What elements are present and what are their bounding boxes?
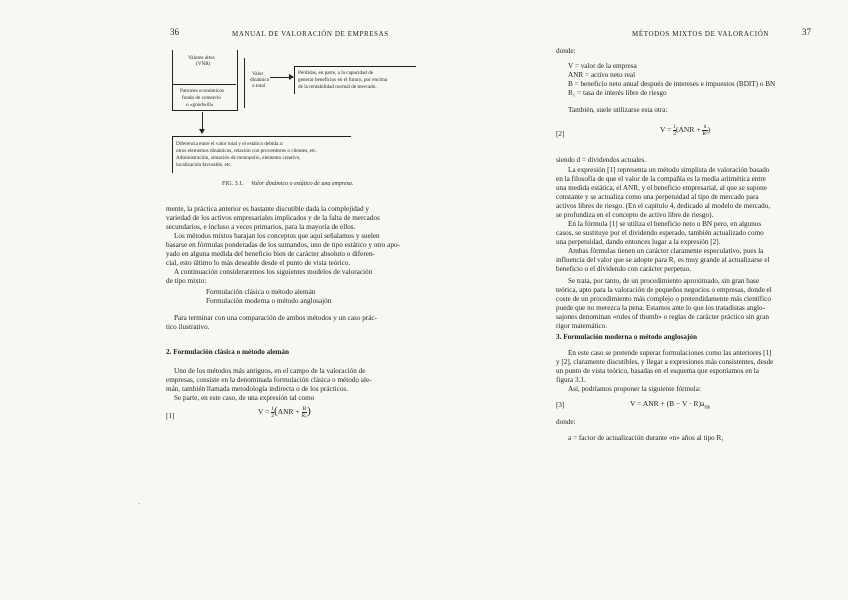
section-3-line4: figura 3.1. [556,376,586,384]
equation-2-lhs: V = [660,125,674,135]
diagram-brace [244,58,245,108]
equation-1-lhs: V = [258,407,272,416]
equation-2-fraction: $\frac{d}{\text{R²}}$ [702,124,708,137]
section-3-heading: 3. Formulación moderna o método anglosajón [556,333,697,341]
left-para1-line1: mente, la práctica anterior es bastante discutible dada la complejidad y [166,205,369,213]
diagram-arrow-down-icon [199,129,205,134]
left-para3-line1: A continuación consideraremos los siguientes modelos de valoración [174,268,373,276]
equation-1-paren-open: ( [274,405,278,417]
diagram-right-top [294,66,416,67]
diagram-right-line-2: generar beneficios en el futuro, por encima [298,77,388,83]
right-para3-line3: beneficio o el dividendo con carácter perpetuo. [556,265,692,273]
diagram-goodwill-line-1: Patrones económicos [180,88,224,94]
section-3-line1: En este caso se pretende superar formulaciones como las anteriores [1] [568,349,772,357]
left-para2-line1: Los métodos mixtos barajan los conceptos que aquí señalamos y suelen [174,232,380,240]
equation-1-paren-close: ) [307,405,311,417]
diagram-bottom-line-4: localización favorable, etc. [176,162,232,168]
right-para1-line3: una medida estática, el ANR, y el beneficio empresarial, al que se supone [556,184,767,192]
equation-1-body: ANR + [277,407,302,416]
right-para3-line1: Ambas fórmulas tienen un carácter claramente especulativo, pues la [568,247,764,255]
diagram-dynamic-line-2: dinámico [250,77,270,83]
left-closing-line2: tico ilustrativo. [166,323,210,331]
right-para1-line4: constante y se actualiza como una perpetuidad al tipo de mercado para [556,193,759,201]
equation-2-body: (ANR + [676,125,703,135]
diagram-divider [172,84,236,85]
figure-caption-text: Valor dinámico o estático de una empresa. [251,181,354,187]
method-list-item: Formulación moderna o método anglosajón [206,297,332,305]
equation-3 [630,399,710,411]
diagram-right-bracket [294,66,295,94]
equation-2-close: ) [707,125,711,135]
right-para1-line6: se profundiza en el concepto de activo libre de riesgo). [556,211,714,219]
diagram-down-line [202,112,203,130]
diagram-right-line-1: Pérdidas, en parte, a la capacidad de [298,70,374,76]
diagram-goodwill-line-3: o «goodwill» [186,102,214,108]
left-para2-line3: yado en alguna medida del beneficio bien de carácter absoluto o diferen- [166,250,375,258]
right-page [424,0,848,600]
equation-1-label: [1] [166,412,175,420]
right-para3-line2: influencia del valor que se adopte para R₁ es muy grande al actualizarse el [556,256,770,264]
right-para4-line3: coste de un procedimiento más complejo o pretendidamente más científico [556,295,771,303]
diagram-right-line-3: de la rentabilidad normal de mercado. [298,84,377,90]
tambien-text: También, suele utilizarse esta otra: [568,106,668,114]
section-3-line5: Así, podríamos proponer la siguiente fórmula: [568,385,701,393]
left-para3-line2: de tipo mixto: [166,277,207,285]
left-closing-line1: Para terminar con una comparación de ambos métodos y un caso prác- [174,314,377,322]
equation-1-coef: $\frac{1}{2}$ [271,405,275,419]
section-2-line4: Se parte, en este caso, de una expresión tal como [174,394,315,402]
definition-item: ANR = activo neto real [568,71,636,79]
figure-caption [222,181,353,188]
method-list-item: Formulación clásica o método alemán [206,288,316,296]
right-para1-line1: La expresión [1] representa un método simplista de valoración basado [568,166,770,174]
right-para2-line1: En la fórmula [1] se utiliza el beneficio neto o BN pero, en algunos [568,220,762,228]
section-2-heading: 2. Formulación clásica o método alemán [166,348,289,356]
left-page-number: 36 [170,27,179,37]
siendo-text: siendo d = dividendos actuales. [556,156,647,164]
left-para2-line2: basarse en fórmulas ponderadas de los sumandos, uno de tipo estático y otro apo- [166,241,400,249]
right-running-head: MÉTODOS MIXTOS DE VALORACIÓN [632,30,770,38]
diagram-dynamic-line-1: Valor [252,71,264,77]
diagram-bottom-line-1: Diferencia entre el valor total y el estático debida a: [176,141,284,147]
section-3-line3: un punto de vista teórico, basadas en el esquema que esponíamos en la [556,367,759,375]
diagram-goodwill-line-2: fondo de comercio [182,95,221,101]
section-2-line2: empresas, consiste en la denominada formulación clásica o método ale- [166,376,372,384]
figure-caption-label: FIG. 3.1. [222,181,244,187]
section-2-line1: Uno de los métodos más antiguos, en el campo de la valoración de [174,367,366,375]
diagram-static-line-2: (VNR) [196,61,211,67]
equation-1 [258,405,311,419]
right-para1-line2: en la filosofía de que el valor de la compañía es la media aritmética entre [556,175,766,183]
section-3-line2: y [2], claramente discutibles, y llegar a expresiones más consistentes, desde [556,358,774,366]
factor-definition: a = factor de actualización durante «n» años al tipo R₁ [568,434,724,442]
donde2-label: donde: [556,418,576,426]
equation-3-text: V = ANR + (B − V · R)a [630,399,705,408]
right-para4-line4: puede que no merezca la pena. Estamos ante lo que los tratadistas anglo- [556,304,765,312]
right-page-number: 37 [802,27,811,37]
equation-2 [660,124,710,137]
diagram-arrow-line [270,77,290,78]
equation-2-label: [2] [556,130,565,138]
right-para4-line5: sajones denominan «rules of thumb» o reglas de carácter práctico sin gran [556,313,769,321]
equation-2-coef: $\frac{1}{2}$ [673,124,677,137]
right-para4-line1: Se trata, por tanto, de un procedimiento aproximado, sin gran base [568,277,760,285]
left-para2-line4: cial, esto último lo más deseable desde el punto de vista teórico. [166,259,351,267]
definition-item: V = valor de la empresa [568,62,637,70]
margin-mark: · [138,500,141,508]
right-para2-line3: una perpetuidad, dando entonces lugar a la expresión [2]. [556,238,721,246]
left-para1-line3: secundarios, e incluso a veces primarios, para la mayoría de ellos. [166,223,356,231]
left-para1-line2: variedad de los activos empresariales implicados y de la falta de mercados [166,214,380,222]
diagram-bottom-line-2: otros elementos dinámicos, relación con proveedores o clientes, etc. [176,148,318,154]
right-para4-line6: rigor matemático. [556,322,608,330]
equation-3-subscript: n̄|k [704,405,711,411]
section-2-line3: mán, también llamada metodología indirecta o de los prácticos. [166,385,349,393]
equation-1-fraction: $\frac{B}{\text{R₁}}$ [301,405,308,419]
definition-item: R₁ = tasa de interés libre de riesgo [568,89,667,97]
diagram-static-line-1: Valores altos [188,55,215,61]
equation-3-label: [3] [556,401,565,409]
donde-label: donde: [556,47,576,55]
right-para2-line2: casos, se sustituye por el dividendo esperado, también actualizado como [556,229,764,237]
diagram-dynamic-line-3: o total [252,83,266,89]
left-running-head: MANUAL DE VALORACIÓN DE EMPRESAS [232,30,389,38]
right-para1-line5: activos libres de riesgo. (En el capítulo 4, dedicado al modelo de mercado, [556,202,771,210]
right-para4-line2: teórica, apto para la valoración de pequeños negocios o empresas, donde el [556,286,772,294]
diagram-bottom-line-3: Administración, situación de monopolio, elemento creativo, [176,155,301,161]
definition-item: B = beneficio neto anual después de intereses e impuestos (BDIT) o BN [568,80,776,88]
